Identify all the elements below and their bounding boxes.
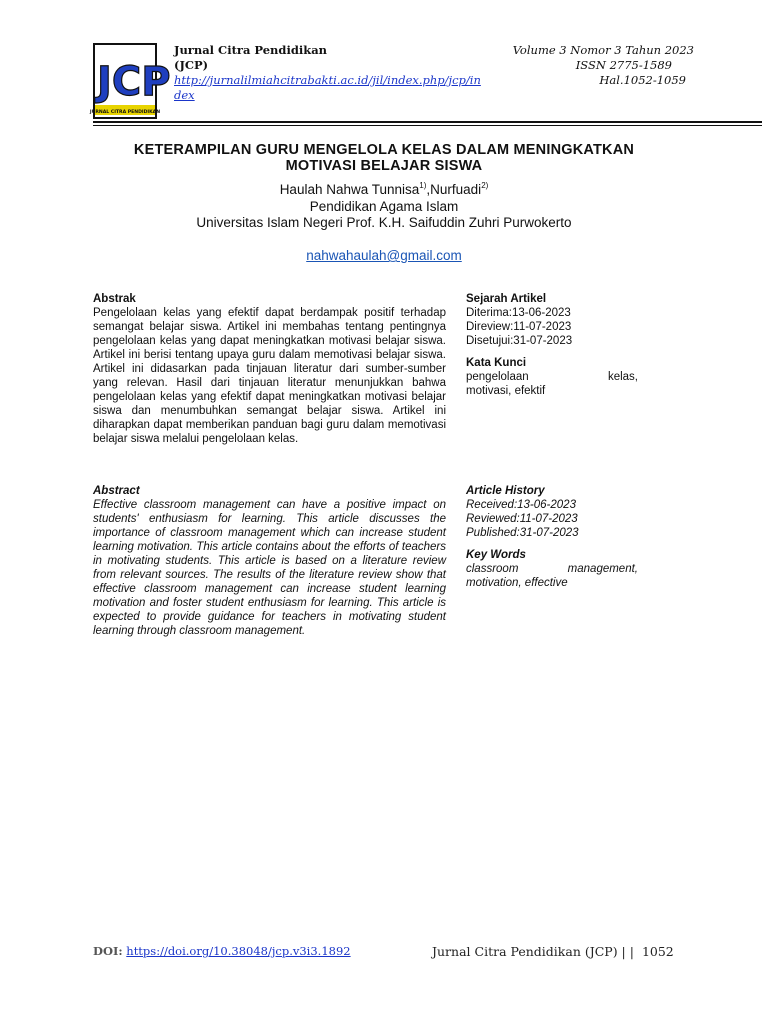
logo-caption: JURNAL CITRA PENDIDIKAN — [89, 110, 161, 115]
header-rule-thick — [93, 121, 762, 123]
email-block — [93, 248, 675, 263]
journal-url-link[interactable]: http://jurnalilmiahcitrabakti.ac.id/jil/index.php/jcp/index — [174, 73, 481, 102]
paper-title — [93, 142, 675, 174]
abstrak-section — [93, 292, 446, 446]
abstract-heading: Abstract — [93, 485, 140, 497]
kata-kunci-heading: Kata Kunci — [466, 357, 527, 369]
journal-logo — [89, 43, 171, 119]
diterima-date: Diterima:13-06-2023 — [466, 307, 571, 319]
university: Universitas Islam Negeri Prof. K.H. Saifuddin Zuhri Purwokerto — [196, 215, 572, 230]
direview-date: Direview:11-07-2023 — [466, 321, 572, 333]
author-2-affil: 2) — [481, 181, 489, 190]
footer-journal — [432, 944, 674, 959]
pages-info: Hal.1052-1059 — [599, 73, 686, 87]
kata-kunci-line-2: motivasi, efektif — [466, 385, 546, 397]
reviewed-date: Reviewed:11-07-2023 — [466, 513, 578, 525]
key-word-1: classroom — [466, 563, 519, 575]
author-1: Haulah Nahwa Tunnisa — [279, 182, 420, 197]
kata-kunci-line-1 — [466, 370, 638, 384]
abstrak-text: Pengelolaan kelas yang efektif dapat berdampak positif terhadap semangat belajar siswa. Artikel ini membahas tentang pentingnya pengelolaan kelas yang dapat meningkatkan motivasi belajar siswa. Artikel ini berisi tentang upaya guru dalam memotivasi belajar siswa. Artikel ini didasarkan pada tinjauan literatur dari sumber-sumber yang relevan. Hasil dari tinjauan literatur menunjukkan bahwa pengelolaan kelas yang efektif dapat meningkatkan motivasi belajar siswa dan menumbuhkan semangat belajar siswa. Artikel ini diharapkan dapat memberikan panduan bagi guru dalam memotivasi belajar siswa melalui pengelolaan kelas. — [93, 307, 446, 445]
history-heading: Article History — [466, 485, 545, 497]
logo-letters: JCP — [97, 59, 171, 105]
sejarah-heading: Sejarah Artikel — [466, 293, 547, 305]
journal-abbrev: (JCP) — [174, 58, 209, 72]
issn-info: ISSN 2775-1589 — [575, 58, 672, 72]
key-word-2: management, — [567, 563, 638, 575]
volume-info: Volume 3 Nomor 3 Tahun 2023 — [512, 43, 694, 57]
journal-info — [174, 43, 494, 103]
sejarah-section — [466, 292, 638, 398]
journal-name: Jurnal Citra Pendidikan — [174, 43, 328, 57]
kata-kunci-word-2: kelas, — [607, 371, 638, 383]
footer-journal-name: Jurnal Citra Pendidikan (JCP) | | — [432, 944, 634, 959]
doi-link[interactable]: https://doi.org/10.38048/jcp.v3i3.1892 — [126, 944, 351, 958]
page-number: 1052 — [641, 944, 674, 959]
key-words-line-1 — [466, 562, 638, 576]
author-names — [93, 182, 675, 199]
author-1-affil: 1) — [419, 181, 427, 190]
title-line-1: KETERAMPILAN GURU MENGELOLA KELAS DALAM MENINGKATKAN — [133, 142, 635, 158]
disetujui-date: Disetujui:31-07-2023 — [466, 335, 573, 347]
history-section — [466, 484, 638, 590]
abstract-text: Effective classroom management can have a positive impact on students' enthusiasm for learning. This article discusses the importance of classroom management which can increase student learning motivation. This article contains about the efforts of teachers in motivating students. This article is based on a literature review from relevant sources. The results of the literature review show that effective classroom management can increase student learning motivation and foster student enthusiasm for learning. This article is expected to provide guidance for teachers in motivating student learning through classroom management. — [93, 499, 446, 637]
author-email-link[interactable]: nahwahaulah@gmail.com — [306, 248, 462, 263]
key-words-line-2: motivation, effective — [466, 577, 568, 589]
department: Pendidikan Agama Islam — [309, 198, 459, 214]
author-block — [93, 182, 675, 232]
abstract-section — [93, 484, 446, 638]
published-date: Published:31-07-2023 — [466, 527, 579, 539]
title-line-2: MOTIVASI BELAJAR SISWA — [285, 158, 483, 174]
footer-doi — [93, 944, 351, 958]
issue-info — [488, 43, 694, 88]
key-words-heading: Key Words — [466, 549, 526, 561]
author-2: ,Nurfuadi — [426, 182, 482, 197]
doi-label: DOI: — [93, 944, 123, 958]
abstrak-heading: Abstrak — [93, 293, 136, 305]
kata-kunci-word-1: pengelolaan — [466, 371, 529, 383]
header-rule-thin — [93, 125, 762, 126]
received-date: Received:13-06-2023 — [466, 499, 576, 511]
